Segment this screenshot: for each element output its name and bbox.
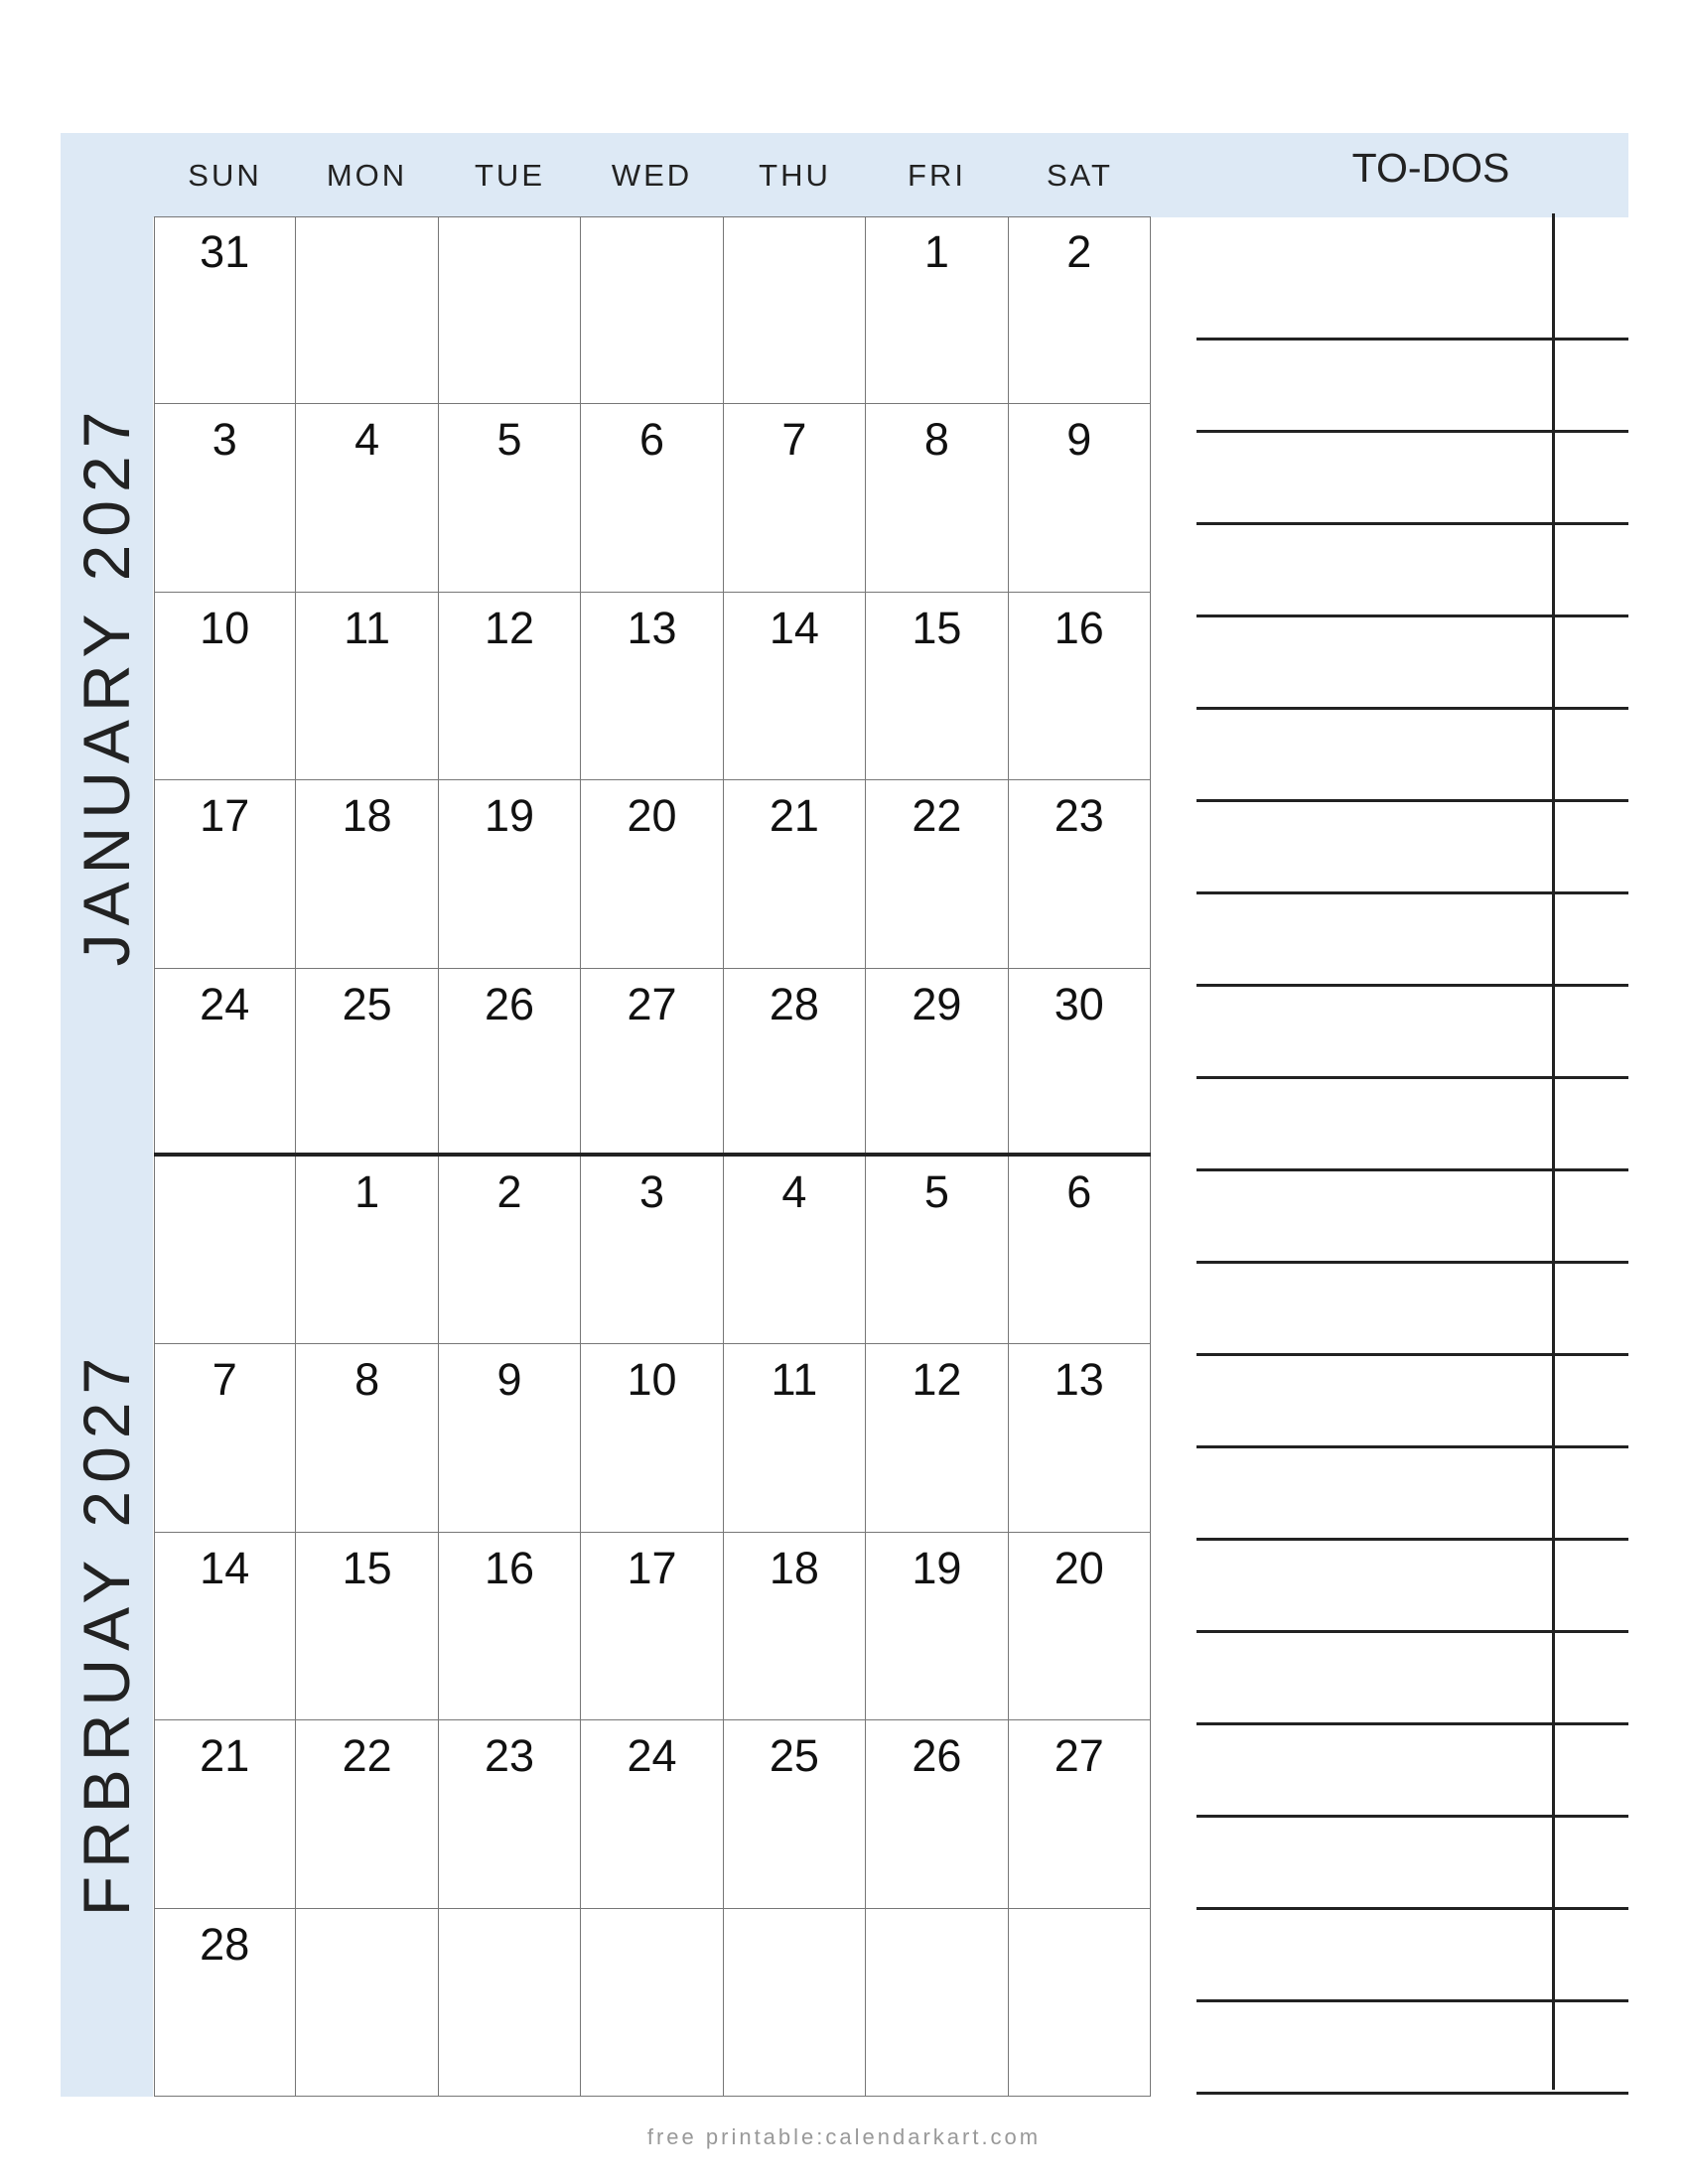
day-cell — [581, 1344, 723, 1532]
day-cell — [866, 404, 1008, 592]
day-number: 18 — [342, 790, 392, 842]
day-number: 23 — [485, 1730, 535, 1782]
day-cell — [866, 1157, 1008, 1344]
day-cell — [866, 216, 1008, 404]
day-number: 21 — [200, 1730, 250, 1782]
day-number: 20 — [627, 790, 677, 842]
day-cell — [1009, 216, 1151, 404]
weekday-thu: THU — [759, 158, 831, 193]
day-cell — [439, 780, 581, 968]
day-cell — [154, 216, 296, 404]
day-cell — [439, 593, 581, 780]
day-cell — [154, 593, 296, 780]
month-label-january: JANUARY 2027 — [70, 403, 143, 967]
day-cell — [724, 1157, 866, 1344]
todo-line[interactable] — [1196, 2092, 1628, 2095]
day-cell — [154, 1344, 296, 1532]
day-cell — [439, 1344, 581, 1532]
day-number: 19 — [485, 790, 535, 842]
day-number: 1 — [923, 226, 949, 277]
day-number: 5 — [923, 1166, 949, 1217]
footer-credit: free printable:calendarkart.com — [646, 2124, 1042, 2149]
month-divider — [154, 1153, 1151, 1157]
day-cell — [154, 969, 296, 1157]
day-cell — [439, 404, 581, 592]
day-number: 27 — [627, 978, 677, 1029]
day-cell — [866, 593, 1008, 780]
day-number: 7 — [781, 414, 807, 466]
day-number: 26 — [912, 1730, 962, 1782]
day-cell — [724, 1533, 866, 1720]
day-number: 1 — [354, 1166, 380, 1217]
day-cell — [1009, 593, 1151, 780]
day-number: 8 — [923, 414, 949, 466]
day-cell — [866, 1344, 1008, 1532]
day-cell — [581, 1909, 723, 2097]
day-number: 8 — [354, 1354, 380, 1406]
weekday-sat: SAT — [1047, 158, 1113, 193]
day-cell — [1009, 969, 1151, 1157]
day-number: 10 — [200, 602, 250, 653]
day-cell — [296, 216, 438, 404]
day-cell — [1009, 1720, 1151, 1908]
day-number: 25 — [769, 1730, 819, 1782]
todo-line[interactable] — [1196, 1538, 1628, 1541]
day-cell — [154, 1909, 296, 2097]
todo-line[interactable] — [1196, 1999, 1628, 2002]
day-number: 22 — [912, 790, 962, 842]
day-number: 11 — [344, 602, 390, 653]
todo-checkbox-column-line — [1552, 213, 1555, 2090]
day-number: 6 — [1066, 1166, 1092, 1217]
todo-line[interactable] — [1196, 1815, 1628, 1818]
day-cell — [154, 1720, 296, 1908]
todo-line[interactable] — [1196, 1722, 1628, 1725]
day-number: 5 — [496, 414, 522, 466]
day-number: 15 — [342, 1542, 392, 1593]
day-cell — [296, 1344, 438, 1532]
day-cell — [154, 1533, 296, 1720]
day-cell — [1009, 780, 1151, 968]
calendar-grid — [154, 216, 1151, 2097]
day-cell — [581, 1157, 723, 1344]
day-cell — [724, 404, 866, 592]
day-cell — [724, 1344, 866, 1532]
day-number: 31 — [200, 226, 250, 277]
day-cell — [439, 1157, 581, 1344]
day-cell — [154, 404, 296, 592]
day-cell — [866, 1909, 1008, 2097]
day-number: 4 — [781, 1166, 807, 1217]
day-number: 14 — [769, 602, 819, 653]
day-cell — [439, 1533, 581, 1720]
day-cell — [724, 216, 866, 404]
day-cell — [581, 216, 723, 404]
day-cell — [724, 1720, 866, 1908]
todo-line[interactable] — [1196, 1261, 1628, 1264]
day-cell — [296, 1533, 438, 1720]
day-cell — [296, 969, 438, 1157]
day-cell — [439, 216, 581, 404]
day-number: 21 — [769, 790, 819, 842]
todo-line[interactable] — [1196, 799, 1628, 802]
day-cell — [581, 969, 723, 1157]
day-number: 3 — [638, 1166, 664, 1217]
day-cell — [581, 780, 723, 968]
day-cell — [724, 593, 866, 780]
day-number: 27 — [1054, 1730, 1104, 1782]
day-cell — [296, 1720, 438, 1908]
day-cell — [296, 1157, 438, 1344]
weekday-wed: WED — [611, 158, 693, 193]
day-cell — [154, 1157, 296, 1344]
day-number: 30 — [1054, 978, 1104, 1029]
weekday-mon: MON — [326, 158, 408, 193]
todo-line[interactable] — [1196, 338, 1628, 341]
month-label-february: FRBRUAY 2027 — [70, 1349, 143, 1917]
day-number: 9 — [496, 1354, 522, 1406]
day-cell — [296, 780, 438, 968]
day-number: 28 — [200, 1918, 250, 1970]
day-number: 28 — [769, 978, 819, 1029]
day-number: 26 — [485, 978, 535, 1029]
day-number: 17 — [200, 790, 250, 842]
day-cell — [1009, 1533, 1151, 1720]
weekday-fri: FRI — [908, 158, 966, 193]
day-number: 19 — [912, 1542, 962, 1593]
day-cell — [1009, 1344, 1151, 1532]
day-cell — [296, 593, 438, 780]
weekday-tue: TUE — [475, 158, 545, 193]
weekday-sun: SUN — [188, 158, 262, 193]
todo-line[interactable] — [1196, 1907, 1628, 1910]
day-cell — [724, 780, 866, 968]
day-number: 9 — [1066, 414, 1092, 466]
todo-line[interactable] — [1196, 984, 1628, 987]
day-number: 14 — [200, 1542, 250, 1593]
todo-line[interactable] — [1196, 430, 1628, 433]
day-number: 6 — [638, 414, 664, 466]
day-number: 13 — [627, 602, 677, 653]
day-cell — [866, 1720, 1008, 1908]
day-cell — [154, 780, 296, 968]
todo-line[interactable] — [1196, 1168, 1628, 1171]
day-cell — [1009, 1909, 1151, 2097]
todo-line[interactable] — [1196, 1353, 1628, 1356]
day-number: 15 — [912, 602, 962, 653]
day-cell — [724, 969, 866, 1157]
todo-line[interactable] — [1196, 522, 1628, 525]
todo-line[interactable] — [1196, 1445, 1628, 1448]
day-number: 23 — [1054, 790, 1104, 842]
day-cell — [866, 1533, 1008, 1720]
day-cell — [439, 1909, 581, 2097]
day-cell — [866, 969, 1008, 1157]
day-number: 2 — [1066, 226, 1092, 277]
day-number: 4 — [354, 414, 380, 466]
day-number: 29 — [912, 978, 962, 1029]
day-number: 17 — [627, 1542, 677, 1593]
day-cell — [296, 404, 438, 592]
day-cell — [581, 404, 723, 592]
todo-line[interactable] — [1196, 891, 1628, 894]
day-cell — [724, 1909, 866, 2097]
day-number: 11 — [771, 1354, 818, 1406]
day-number: 18 — [769, 1542, 819, 1593]
day-number: 10 — [627, 1354, 677, 1406]
todo-line[interactable] — [1196, 614, 1628, 617]
day-number: 24 — [200, 978, 250, 1029]
day-cell — [1009, 404, 1151, 592]
day-cell — [581, 1533, 723, 1720]
day-number: 22 — [342, 1730, 392, 1782]
day-cell — [296, 1909, 438, 2097]
todo-line[interactable] — [1196, 707, 1628, 710]
day-number: 24 — [627, 1730, 677, 1782]
day-number: 12 — [912, 1354, 962, 1406]
day-number: 13 — [1054, 1354, 1104, 1406]
day-number: 7 — [211, 1354, 237, 1406]
day-number: 25 — [342, 978, 392, 1029]
todo-line[interactable] — [1196, 1076, 1628, 1079]
todos-title: TO-DOS — [1351, 145, 1510, 191]
day-number: 12 — [485, 602, 535, 653]
day-cell — [581, 1720, 723, 1908]
day-cell — [439, 969, 581, 1157]
day-cell — [866, 780, 1008, 968]
day-number: 20 — [1054, 1542, 1104, 1593]
day-cell — [1009, 1157, 1151, 1344]
day-number: 16 — [1054, 602, 1104, 653]
todo-line[interactable] — [1196, 1630, 1628, 1633]
day-number: 2 — [496, 1166, 522, 1217]
day-cell — [581, 593, 723, 780]
day-number: 16 — [485, 1542, 535, 1593]
day-number: 3 — [211, 414, 237, 466]
day-cell — [439, 1720, 581, 1908]
